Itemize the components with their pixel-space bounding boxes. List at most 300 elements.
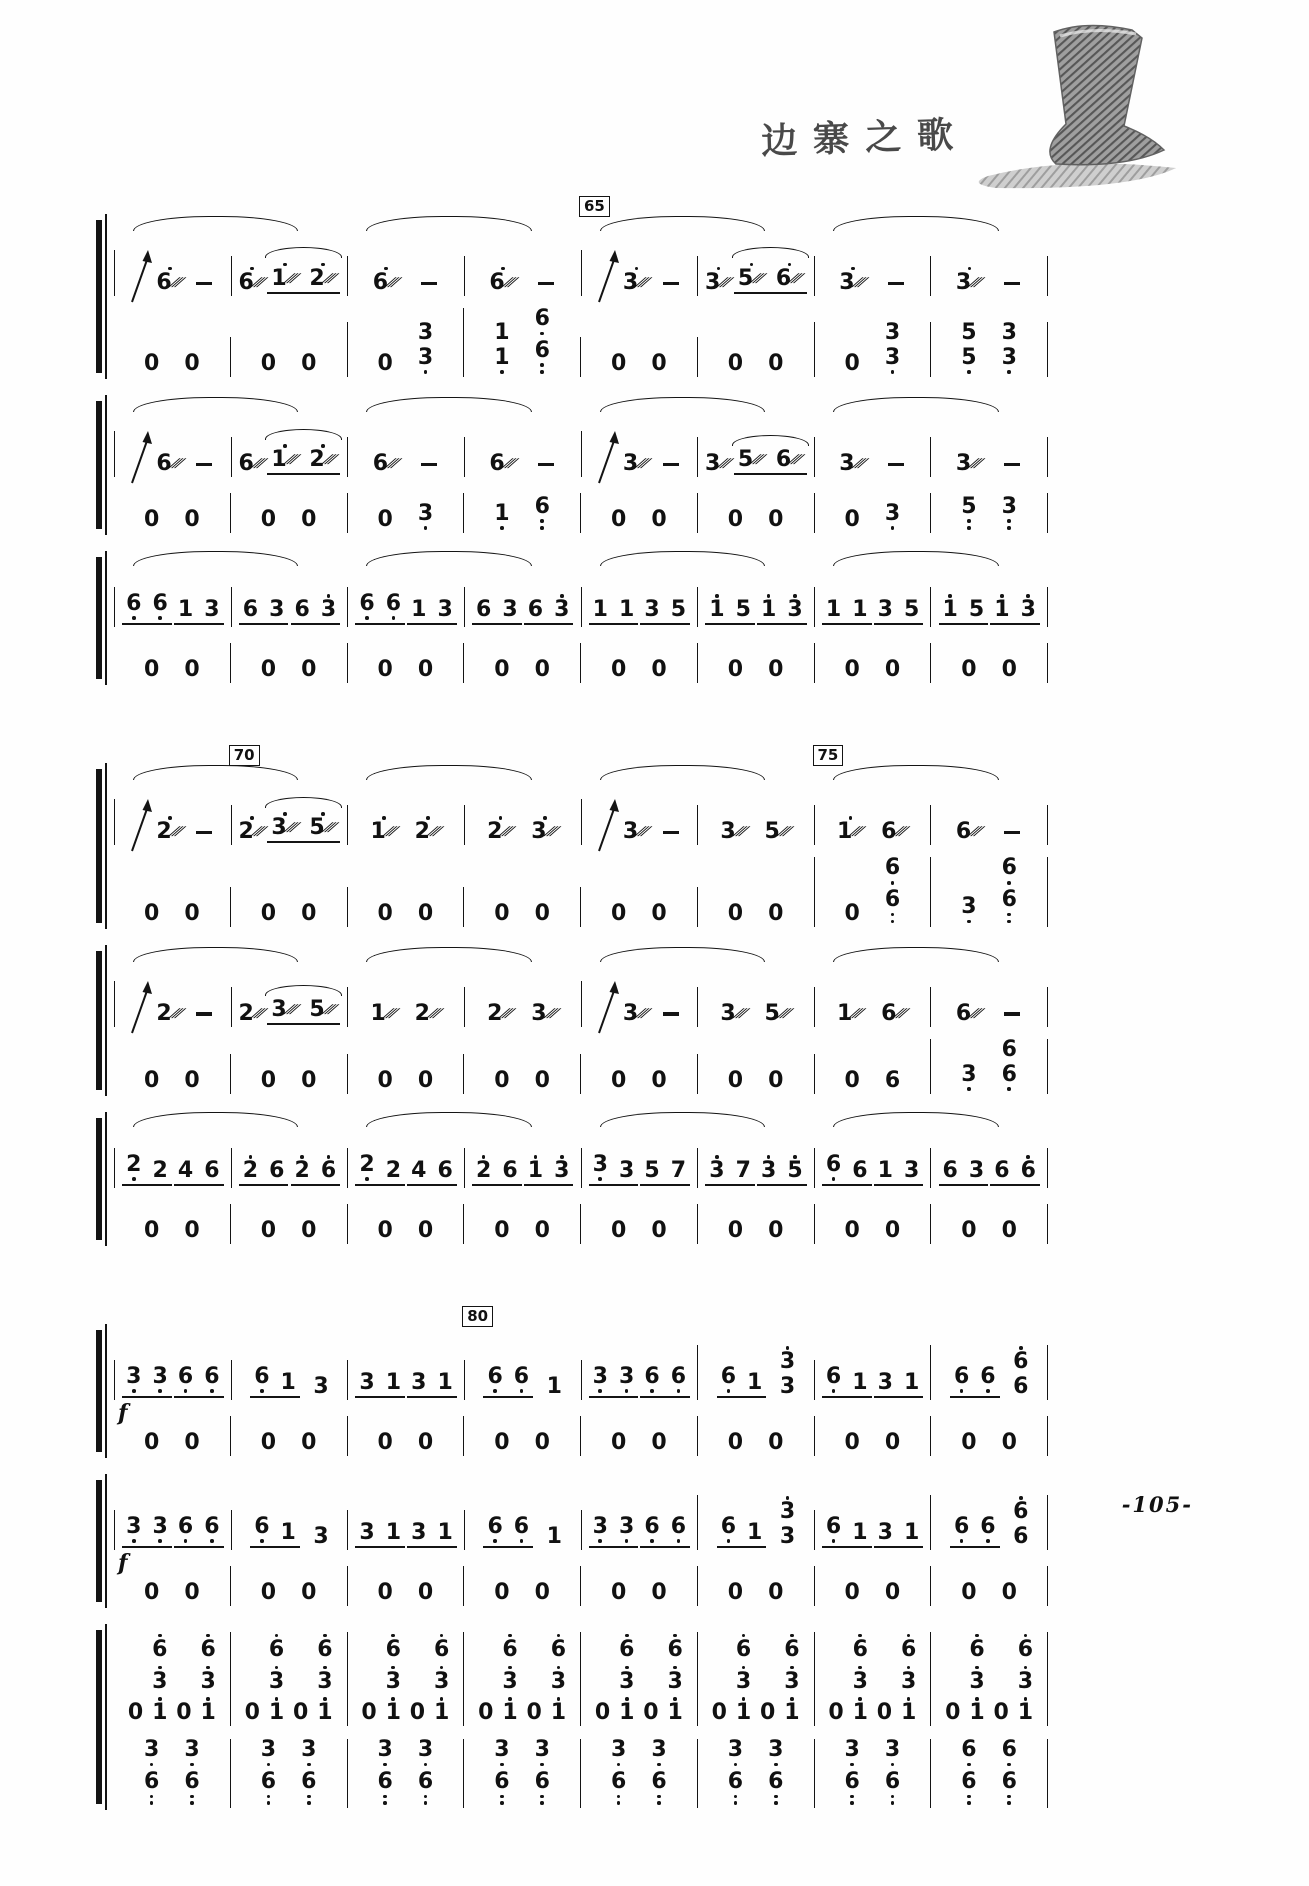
note [885,1220,900,1242]
note [904,599,919,621]
measure [814,1566,931,1606]
digit: 6 [513,1363,530,1389]
note [269,1696,284,1725]
note [359,1372,374,1394]
note-glyph [238,1000,268,1026]
note-glyph [780,1376,795,1398]
note [885,889,900,925]
digit: 0 [184,351,200,377]
digit: 3 [955,270,972,295]
note [378,509,393,531]
note-glyph [301,1739,316,1761]
note [611,659,626,681]
note-glyph [494,1220,509,1242]
note [271,443,301,473]
octave-dot-below [734,1763,738,1767]
digit: 0 [176,1700,192,1726]
note [761,593,776,622]
measure [930,643,1048,683]
dash-prolong [663,1012,679,1015]
note [825,1513,842,1545]
note-glyph [527,1702,542,1724]
note-glyph [728,509,743,531]
note [1002,889,1017,925]
note-glyph [735,1668,752,1694]
note-glyph [904,1160,919,1182]
beam-group [472,599,522,625]
note-glyph [204,1513,220,1539]
digit: 5 [961,493,977,519]
note-glyph [261,659,276,681]
note-glyph [260,900,277,926]
dash-prolong [196,1012,212,1015]
digit: 3 [1001,319,1017,345]
octave-dot-below [657,1795,661,1799]
note-glyph [550,1636,567,1662]
measure [114,1739,230,1808]
digit: 0 [727,1218,744,1244]
digit: 0 [760,1700,776,1726]
beam-group [355,1151,405,1187]
note [144,1768,160,1807]
digit: 3 [269,597,285,623]
note [736,1632,751,1661]
note-glyph [1017,1636,1034,1662]
measure [231,587,348,627]
octave-dot-below [850,1763,854,1767]
measure [347,1360,464,1400]
measure [231,987,348,1027]
digit: 0 [361,1700,377,1726]
note [301,1768,317,1807]
octave-dot-below [891,881,895,885]
note [668,1696,683,1725]
measure [580,887,697,927]
measure [930,437,1048,477]
digit: 0 [711,1700,727,1726]
measure [347,437,464,477]
digit: 5 [961,319,977,345]
digit: 3 [531,819,547,845]
digit: 2 [309,447,325,473]
note [622,1000,652,1026]
digit: 0 [643,1700,659,1726]
note [825,1363,842,1395]
digit: 1 [994,597,1010,623]
octave-dot-below [850,1801,854,1805]
note-glyph [239,821,266,843]
note-glyph [881,821,908,843]
note [736,599,751,621]
measure [347,587,464,627]
note-glyph [378,1739,393,1761]
digit: 6 [254,1363,270,1389]
note [1013,1526,1028,1548]
digit: 6 [884,887,901,913]
note [535,308,550,337]
note-glyph [622,1000,652,1026]
digit: 2 [487,1000,503,1026]
measure [114,887,230,927]
note [845,659,860,681]
octave-dot-below [891,526,895,530]
octave-dot-below [617,1801,621,1805]
note [238,1000,268,1026]
octave-dot-below [657,1763,661,1767]
octave-dot-below [986,1389,990,1393]
note [418,1220,433,1242]
measure [463,493,580,533]
digit: 6 [502,1636,518,1662]
measure [230,1632,347,1726]
note-glyph [268,1636,285,1662]
note [411,1522,426,1544]
beam-group [483,1513,533,1549]
notation-row [114,1554,1048,1610]
digit: 1 [550,1700,567,1726]
note-glyph [194,273,214,294]
note-glyph [261,1432,276,1454]
slur-arc [833,947,998,962]
digit: 6 [644,1363,660,1389]
digit: 6 [969,1636,985,1662]
note-glyph [194,1003,214,1024]
measure [347,1416,464,1456]
note-glyph [852,599,867,621]
note [768,509,783,531]
note-glyph [961,344,977,370]
note [969,599,984,621]
note [845,1070,860,1092]
slur-arc [366,947,531,962]
digit: 4 [177,1158,194,1184]
note [853,1696,868,1725]
note-glyph [619,1636,635,1662]
note [156,451,186,477]
note-glyph [361,1702,376,1724]
octave-dot-below [210,1389,214,1393]
chord [434,1632,449,1724]
tremolo-icon: /// [282,271,301,285]
note [261,1432,276,1454]
chord [611,1739,626,1806]
octave-dot-below [190,1763,194,1767]
note [437,599,452,621]
note [709,593,724,622]
tremolo-icon: /// [320,1001,339,1016]
digit: 0 [260,900,277,926]
note-glyph [728,1220,743,1242]
tremolo-icon: /// [634,824,652,839]
note [489,265,519,295]
note [643,1702,658,1724]
note [768,1220,783,1242]
digit: 6 [611,1768,627,1794]
note [881,1000,910,1026]
measure [231,805,348,845]
note [370,815,400,845]
measure [114,337,230,377]
digit: 3 [618,1158,635,1184]
measure [114,1360,231,1400]
measure [697,337,814,377]
digit: 0 [144,351,160,377]
digit: 0 [494,1430,510,1456]
octave-dot-below [650,1389,654,1393]
note-glyph [156,1000,186,1026]
measure [580,1054,697,1094]
note-glyph [301,1220,316,1242]
measure [814,643,931,683]
note-glyph [651,1739,666,1761]
digit: 3 [844,1737,860,1763]
note [884,344,901,376]
digit: 5 [670,597,686,623]
note-glyph [494,1768,510,1794]
note [661,454,681,475]
note [956,265,983,294]
dash-prolong [1004,1012,1020,1015]
digit: 6 [184,1768,200,1794]
digit: 6 [784,1636,800,1662]
measure [581,250,698,296]
note [728,353,743,375]
octave-dot-below [774,1795,778,1799]
note-glyph [884,1768,901,1794]
note [378,1739,393,1768]
note [1002,1432,1017,1454]
beam-group [122,1513,172,1549]
note [528,1154,543,1183]
note [201,1696,216,1725]
note [144,1739,159,1768]
note-glyph [670,1363,686,1389]
octave-dot-below [540,363,544,367]
digit: 3 [622,1000,639,1026]
note [184,1582,199,1604]
octave-dot-below [967,526,971,530]
note-glyph [969,1160,984,1182]
note [494,1070,509,1092]
digit: 0 [377,657,393,683]
digit: 0 [884,1430,901,1456]
note-glyph [410,1702,425,1724]
note [961,319,977,345]
tremolo-icon: /// [249,1005,268,1020]
octave-dot-below [891,920,895,924]
digit: 2 [385,1158,401,1184]
chord [1013,1345,1028,1399]
note-glyph [728,1582,743,1604]
digit: 0 [651,507,667,533]
note [956,453,983,475]
note-glyph [611,1432,626,1454]
slur-arc [366,1112,531,1127]
note-glyph [373,272,400,294]
note [204,599,219,621]
note-glyph [547,1526,562,1548]
note [780,1495,795,1524]
chord [1002,857,1017,924]
note-glyph [156,451,186,477]
digit: 3 [618,1513,635,1539]
note [768,1739,783,1768]
digit: 3 [877,1370,893,1396]
beam-group [822,1151,872,1187]
notation-row [114,481,1048,537]
note [254,1513,270,1545]
measure [814,987,931,1027]
note-glyph [378,1070,393,1092]
digit: 0 [260,1580,277,1606]
measure [930,1036,1048,1095]
chord [651,1739,666,1806]
note-glyph [144,1582,159,1604]
note-glyph [478,1702,493,1724]
note [953,1513,970,1545]
note [254,1363,270,1395]
note [204,1160,219,1182]
note-glyph [768,1432,783,1454]
digit: 3 [901,1668,917,1694]
tremolo-icon: /// [282,1001,301,1016]
measure [930,857,1048,926]
note [156,265,186,295]
octave-dot-below [967,519,971,523]
digit: 2 [414,819,430,845]
note-glyph [728,353,743,375]
note-glyph [144,353,159,375]
note-glyph [644,1160,659,1182]
note-glyph [878,1160,893,1182]
note-glyph [528,1160,543,1182]
note-glyph [728,1739,743,1761]
digit: 0 [844,1218,860,1244]
note-glyph [839,451,869,477]
note [644,1363,660,1395]
octave-dot-below [832,1389,836,1393]
note-glyph [619,599,634,621]
digit: 0 [184,1580,200,1606]
note-glyph [904,1522,919,1544]
beam-group [407,599,457,625]
chord [901,1632,916,1724]
note [476,599,491,621]
digit: 0 [526,1700,542,1726]
beam-group [250,1513,300,1549]
note-glyph [904,599,919,621]
digit: 1 [942,597,958,623]
note-glyph [156,819,186,845]
digit: 3 [720,819,736,845]
note [377,900,393,926]
note-glyph [200,1636,216,1662]
note-glyph [494,900,510,926]
note [184,900,200,926]
note [776,261,803,290]
digit: 3 [271,815,287,841]
note [385,590,401,622]
measure [580,1739,697,1808]
note-glyph [184,353,199,375]
beam-group [355,590,405,626]
beam-group [589,1151,639,1187]
digit: 0 [651,1430,667,1456]
octave-dot-below [307,1763,311,1767]
note-glyph [261,353,276,375]
digit: 6 [1001,1768,1017,1794]
digit: 0 [494,1068,510,1094]
digit: 6 [980,1363,996,1389]
beam-group [483,1363,533,1399]
digit: 0 [301,1430,317,1456]
note-glyph [961,493,977,519]
note [184,1768,200,1807]
digit: 2 [414,1000,430,1026]
octave-dot-below [158,1539,162,1543]
beam-group [267,443,340,476]
note [1018,1696,1033,1725]
beam-group [990,1154,1040,1187]
digit: 0 [1001,657,1017,683]
digit: 3 [204,597,220,623]
note-glyph [184,1768,200,1794]
measure [930,1632,1048,1726]
measure [930,1416,1048,1456]
chord [317,1632,332,1724]
tremolo-icon: /// [967,1005,985,1020]
measure [230,887,347,927]
digit: 3 [126,1513,142,1539]
note [243,599,258,621]
note-glyph [178,1160,193,1182]
digit: 5 [735,597,751,623]
note-glyph [735,1636,752,1662]
slur-arc [133,216,298,231]
note-glyph [994,1160,1009,1182]
slur-arc [833,765,998,780]
note-glyph [956,453,983,475]
measure [230,1739,347,1808]
note-glyph [1002,889,1017,911]
measure [580,337,697,377]
dash-prolong [196,282,212,285]
note [194,822,214,843]
digit: 0 [377,900,393,926]
note [386,1160,401,1182]
note-glyph [884,344,901,370]
digit: 6 [385,1636,401,1662]
digit: 6 [254,1513,270,1539]
note [386,1522,401,1544]
measure [114,1416,230,1456]
note [727,1768,744,1807]
note [961,1739,976,1768]
tremolo-icon: /// [249,456,268,471]
part-pair [96,549,1048,687]
note [961,659,976,681]
beam-group [174,1160,224,1186]
octave-dot-below [967,370,971,374]
note [494,1432,509,1454]
note [969,1160,984,1182]
digit: 0 [768,351,784,377]
note-glyph [852,1160,867,1182]
note-glyph [776,268,803,290]
digit: 0 [651,1580,667,1606]
measure [814,1632,931,1726]
digit: 3 [1001,344,1017,370]
